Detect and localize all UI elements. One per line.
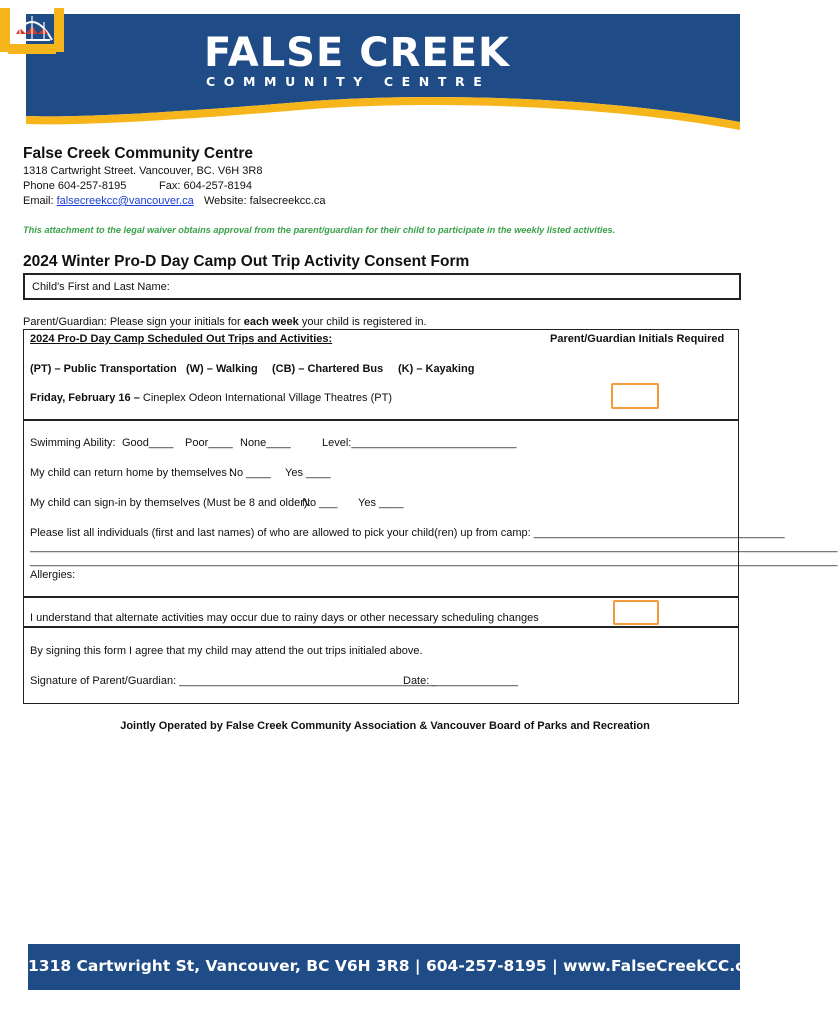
footer-bar-text: 1318 Cartwright St, Vancouver, BC V6H 3R8 | 604-257-8195 | www.FalseCreekCC.ca bbox=[28, 957, 755, 975]
org-name: False Creek Community Centre bbox=[23, 145, 253, 162]
pickup-line-2[interactable]: ____________________________________________________________________________________________________________________________________ bbox=[30, 541, 838, 553]
header-banner bbox=[0, 0, 770, 140]
pickup-line-3[interactable]: ____________________________________________________________________________________________________________________________________ bbox=[30, 555, 838, 567]
fax: Fax: 604-257-8194 bbox=[159, 180, 252, 192]
pg-instruction-emphasis: each week bbox=[243, 316, 299, 328]
trip-description: Cineplex Odeon International Village Theatres (PT) bbox=[139, 392, 392, 404]
swimming-poor[interactable]: Poor____ bbox=[185, 437, 233, 449]
pg-instruction-tail: your child is registered in. bbox=[298, 316, 427, 328]
child-name-field[interactable] bbox=[23, 273, 741, 300]
email-link[interactable]: falsecreekcc@vancouver.ca bbox=[56, 195, 194, 207]
legend-k: (K) – Kayaking bbox=[398, 363, 475, 375]
bridge-logo-icon bbox=[0, 0, 64, 58]
phone: Phone 604-257-8195 bbox=[23, 180, 127, 192]
swimming-label: Swimming Ability: bbox=[30, 437, 116, 449]
child-info-section bbox=[23, 420, 838, 597]
return-home-yes[interactable]: Yes ____ bbox=[285, 467, 331, 479]
email-line bbox=[23, 195, 194, 207]
schedule-heading: 2024 Pro-D Day Camp Scheduled Out Trips and Activities: bbox=[30, 333, 333, 345]
swimming-none[interactable]: None____ bbox=[240, 437, 291, 449]
operated-by: Jointly Operated by False Creek Community Association & Vancouver Board of Parks and Recreation bbox=[120, 720, 650, 732]
legend-pt: (PT) – Public Transportation bbox=[30, 363, 177, 375]
address: 1318 Cartwright Street. Vancouver, BC. V6H 3R8 bbox=[23, 165, 263, 177]
sign-in-label: My child can sign-in by themselves (Must be 8 and older): bbox=[30, 497, 311, 509]
email-label: Email: bbox=[23, 195, 54, 207]
signature-field[interactable]: Signature of Parent/Guardian: __________________________________________ bbox=[30, 675, 437, 687]
trip-initials-box[interactable] bbox=[611, 383, 659, 409]
initials-heading: Parent/Guardian Initials Required bbox=[550, 333, 725, 345]
pickup-label[interactable]: Please list all individuals (first and last names) of who are allowed to pick your child(ren) up from camp: _________________________________________ bbox=[30, 527, 785, 539]
return-home-label: My child can return home by themselves : bbox=[30, 467, 233, 479]
trip-date: Friday, February 16 – bbox=[30, 392, 140, 404]
swimming-good[interactable]: Good____ bbox=[122, 437, 174, 449]
sign-in-no[interactable]: No ___ bbox=[302, 497, 338, 509]
form-title: 2024 Winter Pro-D Day Camp Out Trip Activity Consent Form bbox=[23, 253, 470, 270]
child-name-label: Child's First and Last Name: bbox=[32, 281, 170, 293]
trip-row bbox=[30, 392, 392, 404]
signature-section bbox=[23, 627, 739, 704]
swimming-level[interactable]: Level:___________________________ bbox=[322, 437, 517, 449]
pg-instruction bbox=[23, 316, 427, 328]
acknowledgement-initials-box[interactable] bbox=[613, 600, 659, 625]
footer-bar bbox=[28, 944, 755, 990]
waiver-notice: This attachment to the legal waiver obtains approval from the parent/guardian for their child to participate in the weekly listed activities. bbox=[23, 225, 616, 235]
legend-cb: (CB) – Chartered Bus bbox=[272, 363, 384, 375]
date-field[interactable]: Date: ______________ bbox=[403, 675, 518, 687]
pg-instruction-text: Parent/Guardian: Please sign your initials for bbox=[23, 316, 244, 328]
logo-title: FALSE CREEK bbox=[204, 30, 511, 76]
logo-subtitle: COMMUNITY CENTRE bbox=[206, 74, 491, 89]
agreement-text: By signing this form I agree that my child may attend the out trips initialed above. bbox=[30, 645, 423, 657]
website: Website: falsecreekcc.ca bbox=[204, 195, 326, 207]
sign-in-yes[interactable]: Yes ____ bbox=[358, 497, 404, 509]
return-home-no[interactable]: No ____ bbox=[229, 467, 271, 479]
acknowledgement-text: I understand that alternate activities may occur due to rainy days or other necessary scheduling changes bbox=[30, 612, 539, 624]
legend-w: (W) – Walking bbox=[186, 363, 258, 375]
allergies-label[interactable]: Allergies: bbox=[30, 569, 76, 581]
